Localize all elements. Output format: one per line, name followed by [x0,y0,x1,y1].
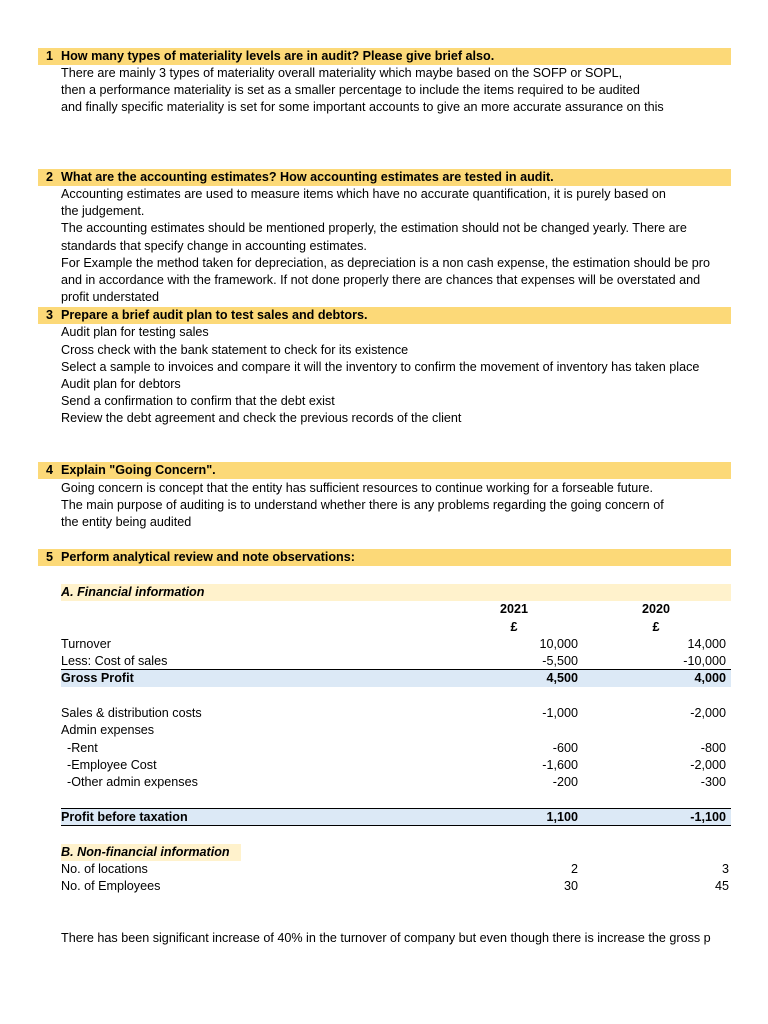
value-2020: -10,000 [683,654,726,668]
value-2021: -1,600 [542,758,578,772]
answer-line: Going concern is concept that the entity has sufficient resources to continue working for a forseable future. [61,481,654,495]
value-2021: 1,100 [546,810,578,824]
answer-line: then a performance materiality is set as a smaller percentage to include the items required to be audited [61,83,640,97]
table-row [0,636,731,653]
answer-line: For Example the method taken for depreciation, as depreciation is a non cash expense, the estimation should be pro [61,256,710,270]
table-row [0,653,731,670]
section-b-title: B. Non-financial information [61,845,230,859]
answer-line: There are mainly 3 types of materiality overall materiality which maybe based on the SOFP or SOPL, [61,66,623,80]
value-2021: 10,000 [539,637,578,651]
value-2021: -600 [552,741,578,755]
table-row [0,705,731,722]
value-2021: 2 [570,862,578,876]
question-1-header [0,48,731,65]
row-label: No. of Employees [61,879,161,893]
question-5-number: 5 [45,550,53,564]
value-2020: 45 [714,879,729,893]
value-2020: -2,000 [690,706,726,720]
value-2021: -5,500 [542,654,578,668]
question-4-title: Explain "Going Concern". [61,463,216,477]
value-2020: -300 [700,775,726,789]
question-5-title: Perform analytical review and note observations: [61,550,355,564]
answer-line: Select a sample to invoices and compare it will the inventory to confirm the movement of inventory has taken place [61,360,700,374]
row-label: Turnover [61,637,111,651]
question-2-title: What are the accounting estimates? How accounting estimates are tested in audit. [61,170,554,184]
currency-2020: £ [652,620,660,634]
table-row [0,722,731,739]
table-row [0,878,731,895]
section-a-title: A. Financial information [61,585,205,599]
currency-2021: £ [510,620,518,634]
answer-line: Review the debt agreement and check the previous records of the client [61,411,462,425]
row-label: Profit before taxation [61,810,188,824]
question-2-header [0,169,731,186]
value-2020: 4,000 [694,671,726,685]
answer-line: and finally specific materiality is set for some important accounts to give an more accurate assurance on this [61,100,664,114]
value-2021: -200 [552,775,578,789]
question-3-title: Prepare a brief audit plan to test sales and debtors. [61,308,368,322]
answer-line: Audit plan for testing sales [61,325,209,339]
question-1-title: How many types of materiality levels are in audit? Please give brief also. [61,49,495,63]
value-2021: 30 [563,879,578,893]
value-2020: -800 [700,741,726,755]
observation-text: There has been significant increase of 40% in the turnover of company but even though there is increase the gross p [61,931,711,945]
value-2021: -1,000 [542,706,578,720]
value-2020: -1,100 [690,810,726,824]
answer-line: Send a confirmation to confirm that the debt exist [61,394,335,408]
question-4-number: 4 [45,463,53,477]
answer-line: Audit plan for debtors [61,377,181,391]
row-label: No. of locations [61,862,148,876]
value-2020: 14,000 [687,637,726,651]
question-3-header [0,307,731,324]
answer-line: the entity being audited [61,515,192,529]
row-label: Gross Profit [61,671,134,685]
table-row [0,757,731,774]
gross-profit-row [0,670,731,687]
row-label: Sales & distribution costs [61,706,202,720]
row-label: -Rent [67,741,98,755]
row-label: -Other admin expenses [67,775,198,789]
table-row [0,740,731,757]
year-2021-header: 2021 [499,602,529,616]
year-2020-header: 2020 [641,602,671,616]
answer-line: Accounting estimates are used to measure items which have no accurate quantification, it is purely based on [61,187,666,201]
currency-row [0,619,731,636]
answer-line: The accounting estimates should be mentioned properly, the estimation should not be changed yearly. There are [61,221,687,235]
question-5-header [0,549,731,566]
value-2021: 4,500 [546,671,578,685]
table-row [0,774,731,791]
answer-line: Cross check with the bank statement to check for its existence [61,343,409,357]
question-3-number: 3 [45,308,53,322]
question-2-number: 2 [45,170,53,184]
question-4-header [0,462,731,479]
row-label: Admin expenses [61,723,155,737]
section-a-header [0,584,731,601]
answer-line: and in accordance with the framework. If not done properly there are chances that expenses will be overstated and [61,273,701,287]
observation-line [0,930,731,947]
question-1-number: 1 [45,49,53,63]
section-b-header [0,844,731,861]
answer-line: the judgement. [61,204,145,218]
row-label: -Employee Cost [67,758,157,772]
value-2020: 3 [721,862,729,876]
profit-before-tax-row [0,809,731,826]
row-label: Less: Cost of sales [61,654,168,668]
answer-line: The main purpose of auditing is to understand whether there is any problems regarding the going concern of [61,498,664,512]
table-row [0,861,731,878]
year-header-row [0,601,731,618]
answer-line: profit understated [61,290,160,304]
answer-line: standards that specify change in accounting estimates. [61,239,367,253]
value-2020: -2,000 [690,758,726,772]
